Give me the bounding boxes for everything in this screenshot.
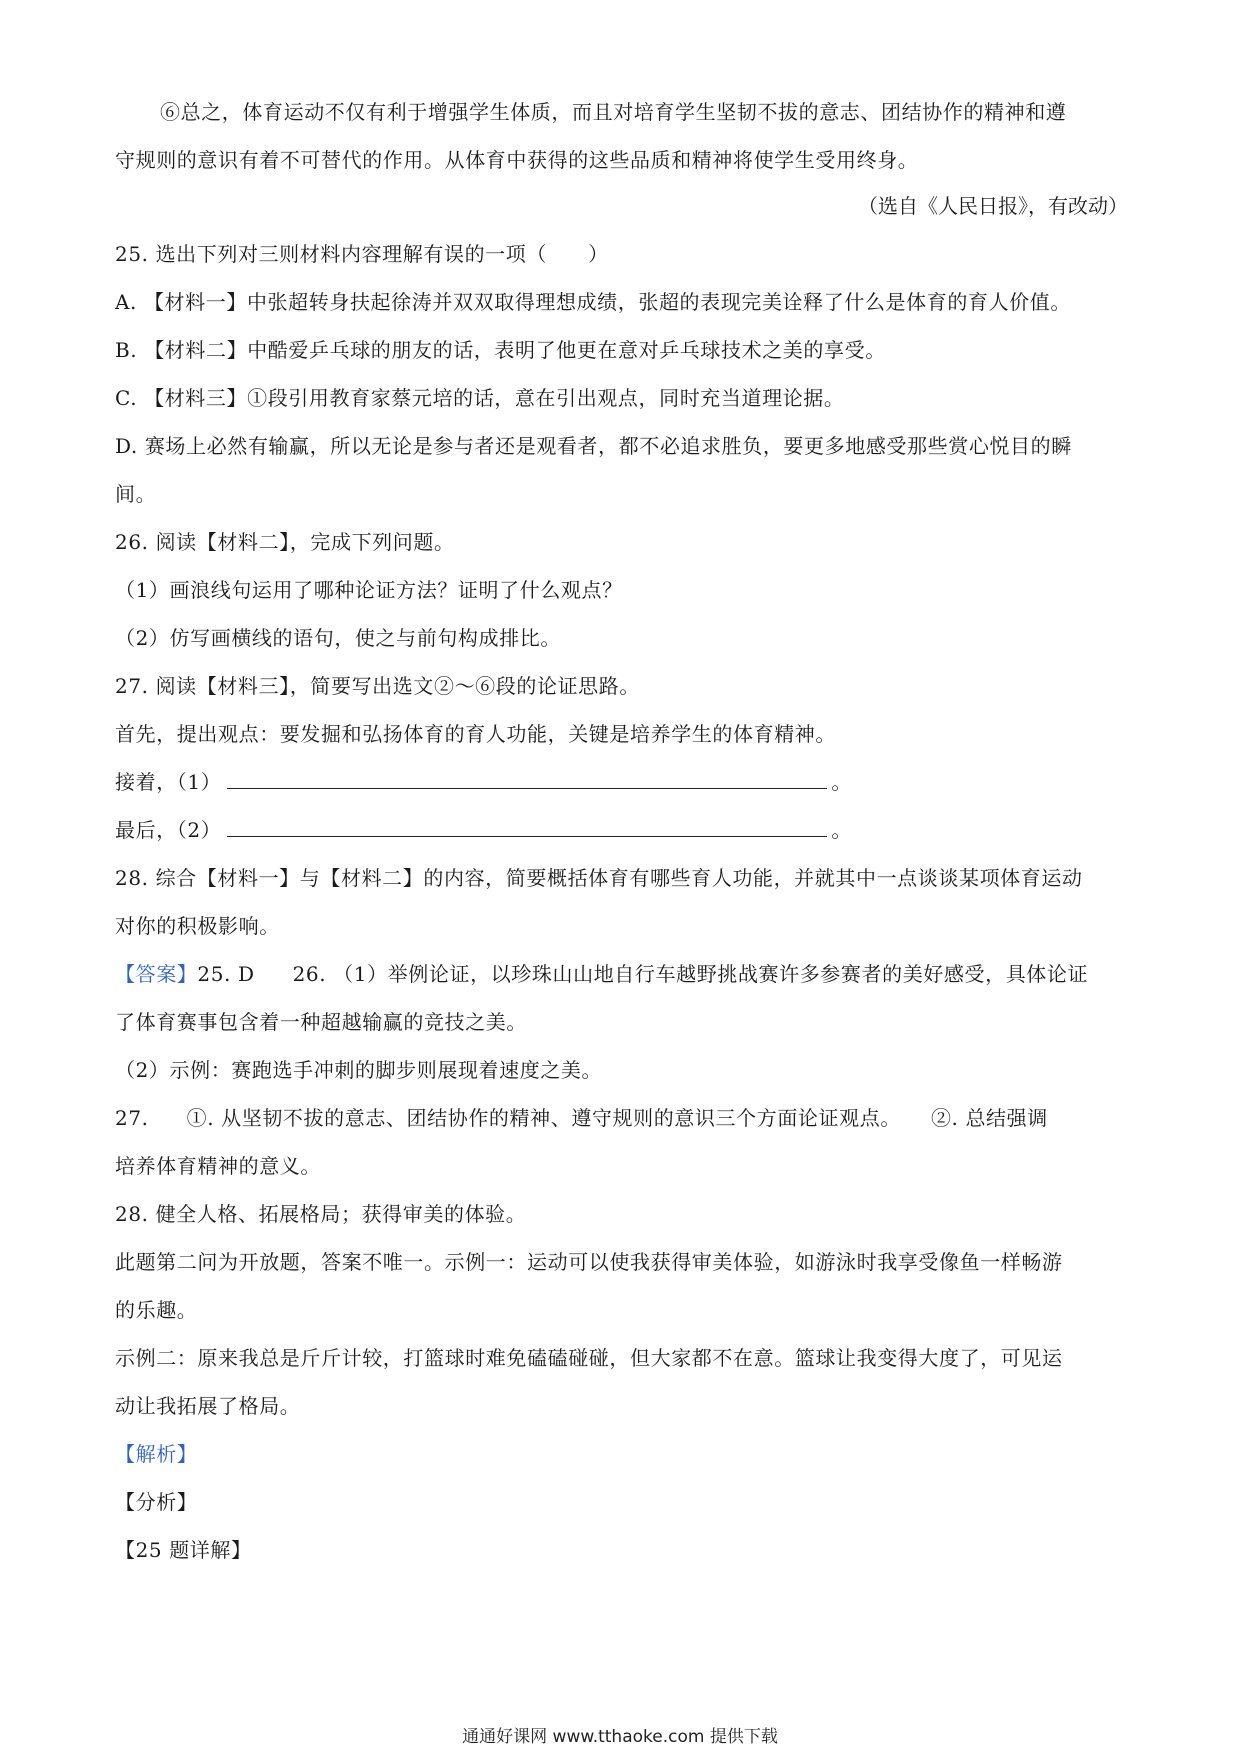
q25-stem: 25. 选出下列对三则材料内容理解有误的一项（ ） <box>115 242 609 266</box>
q27-last-end: 。 <box>831 818 852 842</box>
answer-27-part1: ①. 从坚韧不拔的意志、团结协作的精神、遵守规则的意识三个方面论证观点。 <box>186 1106 901 1130</box>
answer-blank-2[interactable] <box>227 818 827 837</box>
answer-open-1: 此题第二问为开放题，答案不唯一。示例一：运动可以使我获得审美体验，如游泳时我享受像鱼一样畅游 <box>115 1250 1063 1274</box>
answer-26-1a: 26. （1）举例论证，以珍珠山山地自行车越野挑战赛许多参赛者的美好感受，具体论证 <box>292 962 1089 986</box>
answer-27-num: 27. <box>115 1106 149 1130</box>
answer-25: 25. D <box>197 962 255 986</box>
answer-28: 28. 健全人格、拓展格局；获得审美的体验。 <box>115 1202 527 1226</box>
conclusion-line-1: ⑥总之，体育运动不仅有利于增强学生体质，而且对培育学生坚韧不拔的意志、团结协作的精神和遵 <box>160 100 1067 124</box>
q27-last-row <box>115 816 1130 844</box>
q27-stem: 27. 阅读【材料三】，简要写出选文②～⑥段的论证思路。 <box>115 674 640 698</box>
answer-27-row <box>115 1104 1130 1132</box>
q25-option-c: C. 【材料三】①段引用教育家蔡元培的话，意在引出观点，同时充当道理论据。 <box>115 386 845 410</box>
answer-tag: 【答案】 <box>115 962 198 986</box>
q27-next-row <box>115 768 1130 796</box>
q27-next-end: 。 <box>831 770 852 794</box>
answer-example2-2: 动让我拓展了格局。 <box>115 1394 301 1418</box>
q26-part1: （1）画浪线句运用了哪种论证方法？证明了什么观点？ <box>115 578 623 602</box>
analysis-heading: 【解析】 <box>115 1442 198 1466</box>
q25-detail-heading: 【25 题详解】 <box>115 1538 252 1562</box>
q28-line-1: 28. 综合【材料一】与【材料二】的内容，简要概括体育有哪些育人功能，并就其中一点谈谈某项体育运动 <box>115 866 1083 890</box>
conclusion-line-2: 守规则的意识有着不可替代的作用。从体育中获得的这些品质和精神将使学生受用终身。 <box>115 148 919 172</box>
answer-26-1b: 了体育赛事包含着一种超越输赢的竞技之美。 <box>115 1010 527 1034</box>
answer-row-1 <box>115 960 1130 988</box>
q26-stem: 26. 阅读【材料二】，完成下列问题。 <box>115 530 455 554</box>
answer-blank-1[interactable] <box>227 770 827 789</box>
q28-line-2: 对你的积极影响。 <box>115 914 280 938</box>
q25-option-d-line2: 间。 <box>115 482 157 506</box>
analysis-label: 【分析】 <box>115 1490 198 1514</box>
answer-open-2: 的乐趣。 <box>115 1298 198 1322</box>
q27-last-label: 最后，（2） <box>115 818 222 842</box>
answer-example2-1: 示例二：原来我总是斤斤计较，打篮球时难免磕磕碰碰，但大家都不在意。篮球让我变得大度了，可见运 <box>115 1346 1063 1370</box>
answer-27-part2: ②. 总结强调 <box>930 1106 1048 1130</box>
q27-first: 首先，提出观点：要发掘和弘扬体育的育人功能，关键是培养学生的体育精神。 <box>115 722 836 746</box>
source-citation: （选自《人民日报》，有改动） <box>858 194 1128 218</box>
q25-option-d-line1: D. 赛场上必然有输赢，所以无论是参与者还是观看者，都不必追求胜负，要更多地感受那些赏心悦目的瞬 <box>115 434 1072 458</box>
answer-26-2: （2）示例：赛跑选手冲刺的脚步则展现着速度之美。 <box>115 1058 603 1082</box>
q25-option-b: B. 【材料二】中酷爱乒乓球的朋友的话，表明了他更在意对乒乓球技术之美的享受。 <box>115 338 886 362</box>
q25-option-a: A. 【材料一】中张超转身扶起徐涛并双双取得理想成绩，张超的表现完美诠释了什么是体育的育人价值。 <box>115 290 1071 314</box>
q26-part2: （2）仿写画横线的语句，使之与前句构成排比。 <box>115 626 561 650</box>
footer-watermark: 通通好课网 www.tthaoke.com 提供下载 <box>462 1727 778 1747</box>
answer-27-cont: 培养体育精神的意义。 <box>115 1154 321 1178</box>
q27-next-label: 接着，（1） <box>115 770 222 794</box>
